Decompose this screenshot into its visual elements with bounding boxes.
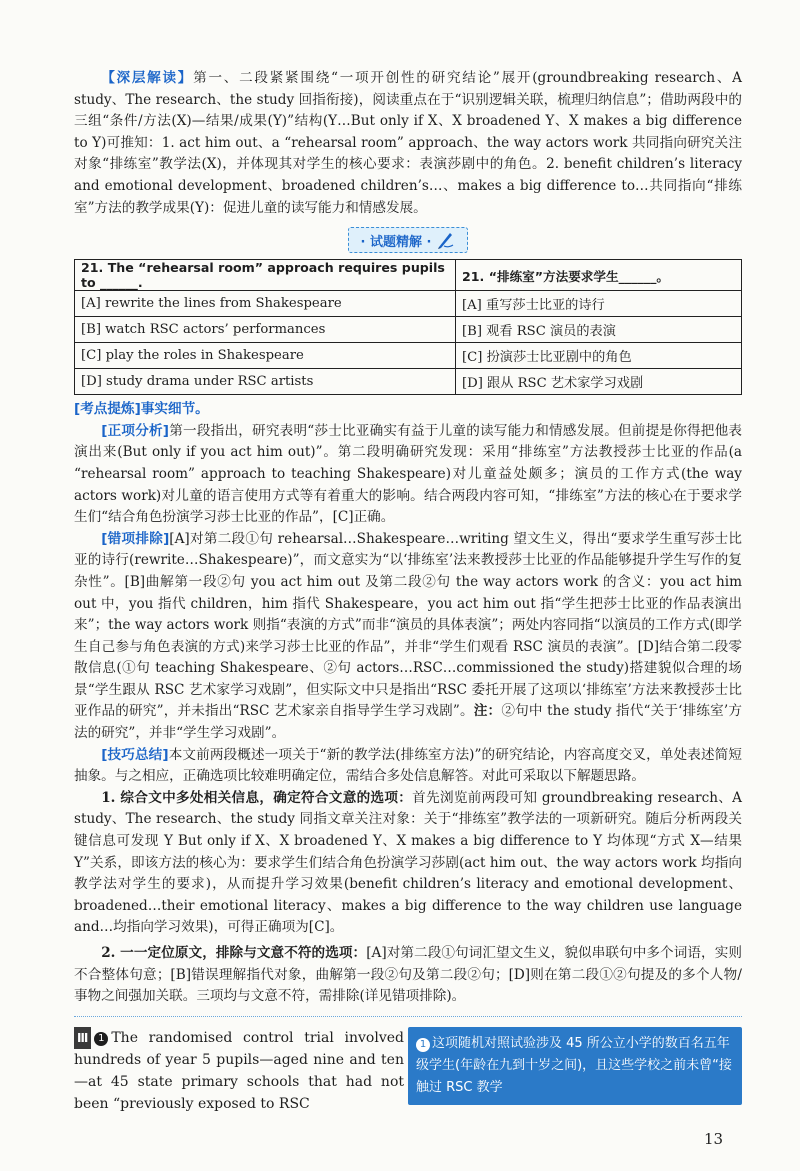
page-content (74, 68, 742, 1115)
step2-paragraph (74, 943, 742, 1008)
zhengxiang-text: 第一段指出，研究表明“莎士比亚确实有益于儿童的读写能力和情感发展。但前提是你得把他表演出来(But only if you act him out)”。第二段明确研究发现：采用“排练室”方法教授莎士比亚的作品(a “rehearsal room” approach to teaching Shakespeare)对儿童益处颇多；演员的工作方式(the way actors work)对儿童的语言使用方式等有着重大的影响。结合两段内容可知，“排练室”方法的核心在于要求学生们“结合角色扮演学习莎士比亚的作品”，[C]正确。 (74, 422, 742, 526)
jiqiao-paragraph (74, 745, 742, 788)
cuoxiang-note: ②句中 the study 指代“关于‘排练室’方法的研究”，并非“学生学习戏剧”。 (74, 703, 742, 742)
cuoxiang-note-label: 注： (473, 703, 502, 720)
section-banner (348, 227, 469, 253)
step2-text: [A]对第二段①句词汇望文生义，貌似串联句中多个词语，实则不合整体句意；[B]错误理解指代对象，曲解第一段②句及第二段②句；[D]则在第二段①②句提及的多个人物/事物之间强加关联。三项均与文意不符，需排除(详见错项排除)。 (74, 945, 742, 1005)
kaodian-tag: [考点提炼] (74, 401, 141, 418)
jiqiao-tag: [技巧总结] (101, 746, 169, 763)
cuoxiang-text: [A]对第二段①句 rehearsal…Shakespeare…writing 望文生义，得出“要求学生重写莎士比亚的诗行(rewrite…Shakespeare)”，而文意实为“以‘排练室’法来教授莎士比亚的作品能够提升学生写作的复杂性”。[B]曲解第一段②句 you act him out 及第二段②句 the way actors work 的含义：you act him out 中，you 指代 children，him 指代 Shakespeare，you act him out 指“学生把莎士比亚的作品表演出来”；the way actors work 则指“表演的方式”而非“演员的具体表演”；两处内容同指“以演员的工作方式(即学生自己参与角色表演的方式)来学习莎士比亚的作品”，并非“学生们观看 RSC 演员的表演”。[D]结合第二段零散信息(①句 teaching Shakespeare、②句 actors…RSC…commissioned the study)搭建貌似合理的场景“学生跟从 RSC 艺术家学习戏剧”，但实际文中只是指出“RSC 委托开展了这项以‘排练室’方法来教授莎士比亚作品的研究”，并未指出“RSC 艺术家亲自指导学生学习戏剧”。 (74, 530, 742, 720)
option-b-en: [B] watch RSC actors’ performances (75, 317, 456, 343)
option-row (75, 317, 742, 343)
deep-reading-paragraph (74, 68, 742, 219)
option-a-zh: [A] 重写莎士比亚的诗行 (456, 291, 742, 317)
kaodian-text: 事实细节。 (140, 401, 209, 418)
step1-paragraph (74, 788, 742, 939)
section-divider (74, 1016, 742, 1017)
question-stem-en: 21. The “rehearsal room” approach requires pupils to ______. (75, 260, 456, 291)
option-row (75, 291, 742, 317)
zhengxiang-paragraph (74, 421, 742, 529)
option-row (75, 369, 742, 395)
step1-title: 1. 综合文中多处相关信息，确定符合文意的选项： (101, 789, 413, 806)
option-c-en: [C] play the roles in Shakespeare (75, 343, 456, 369)
question-header-row (75, 260, 742, 291)
option-d-en: [D] study drama under RSC artists (75, 369, 456, 395)
jiqiao-text: 本文前两段概述一项关于“新的教学法(排练室方法)”的研究结论，内容高度交叉，单处表述简短抽象。与之相应，正确选项比较难明确定位，需结合多处信息解答。对此可采取以下解题思路。 (74, 746, 742, 785)
passage-text: The randomised control trial involved hundreds of year 5 pupils—aged nine and ten—at 45 state primary schools that had not been “previously exposed to RSC (74, 1029, 404, 1112)
sentence-number-badge: 1 (94, 1032, 108, 1046)
step2-title: 2. 一一定位原文，排除与文意不符的选项： (101, 945, 367, 961)
page-number: 13 (704, 1130, 724, 1148)
cuoxiang-tag: [错项排除] (101, 530, 170, 547)
kaodian-paragraph (74, 399, 742, 421)
step1-text: 首先浏览前两段可知 groundbreaking research、A study、The research、the study 同指文章关注对象：关于“排练室”教学法的一项新研究。随后分析两段关键信息可发现 Y But only if X、X broadened Y、X makes a big difference to Y 均体现“方式 X—结果 Y”关系，即该方法的核心为：要求学生们结合角色扮演学习莎剧(act him out、the way actors work 均指向教学法对学生的要求)，从而提升学习效果(benefit children’s literacy and emotional development、broadened…their emotional literacy、makes a big difference to the way children use language and…均指向学习效果)，可得正确项为[C]。 (74, 789, 742, 936)
section-number-badge: Ⅲ (74, 1027, 91, 1049)
pen-icon (435, 230, 455, 250)
passage-section (74, 1027, 742, 1115)
option-row (75, 343, 742, 369)
translation-box (408, 1027, 742, 1105)
section-banner-wrap (74, 227, 742, 253)
option-d-zh: [D] 跟从 RSC 艺术家学习戏剧 (456, 369, 742, 395)
question-table (74, 259, 742, 395)
passage-paragraph (74, 1027, 404, 1115)
translation-number-badge: 1 (416, 1038, 430, 1052)
deep-reading-text: 第一、二段紧紧围绕“一项开创性的研究结论”展开(groundbreaking research、A study、The research、the study 回指衔接)，阅读重点在于“识别逻辑关联，梳理归纳信息”；借助两段中的三组“条件/方法(X)—结果/成果(Y)”结构(Y…But only if X、X broadened Y、X makes a big difference to Y)可推知：1. act him out、a “rehearsal room” approach、the way actors work 共同指向研究关注对象“排练室”教学法(X)，并体现其对学生的核心要求：表演莎剧中的角色。2. benefit children’s literacy and emotional development、broadened children’s…、makes a big difference to…共同指向“排练室”方法的教学成果(Y)：促进儿童的读写能力和情感发展。 (74, 70, 742, 216)
option-b-zh: [B] 观看 RSC 演员的表演 (456, 317, 742, 343)
zhengxiang-tag: [正项分析] (101, 422, 170, 439)
question-stem-zh: 21. “排练室”方法要求学生______。 (456, 260, 742, 291)
banner-label: · 试题精解 · (360, 234, 432, 250)
passage-english (74, 1027, 404, 1115)
option-c-zh: [C] 扮演莎士比亚剧中的角色 (456, 343, 742, 369)
option-a-en: [A] rewrite the lines from Shakespeare (75, 291, 456, 317)
cuoxiang-paragraph (74, 529, 742, 745)
deep-reading-tag: 【深层解读】 (101, 70, 194, 86)
translation-text: 这项随机对照试验涉及 45 所公立小学的数百名五年级学生(年龄在九到十岁之间)，且这些学校之前未曾“接触过 RSC 教学 (416, 1035, 732, 1095)
